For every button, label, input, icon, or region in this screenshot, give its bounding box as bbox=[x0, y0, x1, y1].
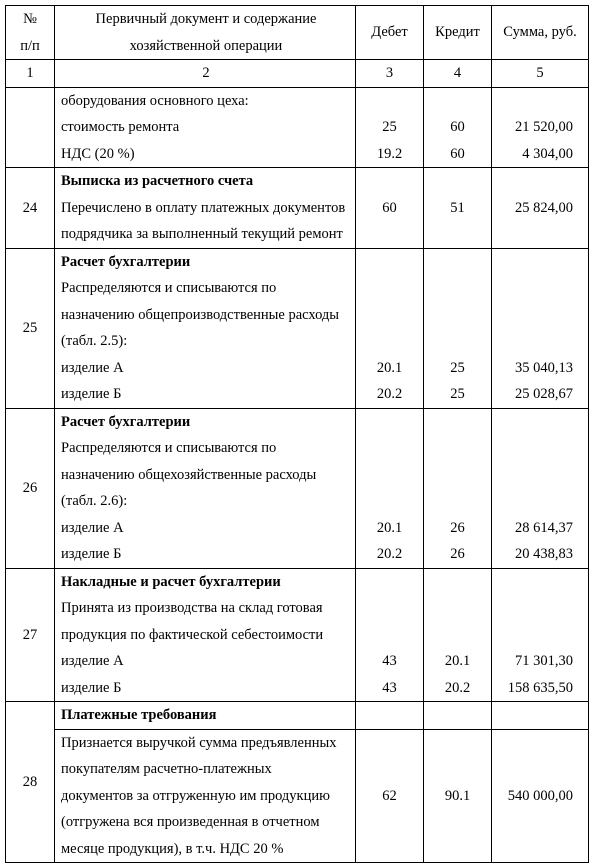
table-row bbox=[6, 248, 589, 408]
description-line: Принята из производства на склад готовая bbox=[61, 600, 323, 616]
sum-value: 71 301,30 bbox=[515, 653, 573, 669]
row-description bbox=[55, 568, 356, 702]
row-description bbox=[55, 408, 356, 568]
description-line: подрядчика за выполненный текущий ремонт bbox=[61, 226, 343, 242]
document-title: Платежные требования bbox=[61, 707, 217, 723]
credit-value: 20.2 bbox=[444, 679, 471, 696]
header-num bbox=[6, 6, 55, 60]
row-number: 24 bbox=[6, 168, 55, 249]
table-row bbox=[6, 568, 589, 702]
header-debit: Дебет bbox=[356, 6, 424, 60]
debit-value: 20.2 bbox=[376, 546, 403, 562]
row-number: 26 bbox=[6, 408, 55, 568]
description-line: изделие А bbox=[61, 653, 124, 669]
debit-value: 20.2 bbox=[376, 386, 403, 402]
sum-value: 21 520,00 bbox=[515, 119, 573, 135]
debit-value: 43 bbox=[382, 653, 397, 669]
description-line: покупателям расчетно-платежных bbox=[61, 761, 272, 777]
row-description bbox=[55, 248, 356, 408]
row-sum bbox=[492, 702, 589, 730]
header-desc-line: хозяйственной операции bbox=[129, 37, 283, 54]
credit-value: 60 bbox=[450, 119, 465, 135]
header-credit: Кредит bbox=[424, 6, 492, 60]
credit-value: 60 bbox=[450, 145, 465, 162]
credit-value: 26 bbox=[450, 519, 465, 536]
table-row bbox=[6, 408, 589, 568]
ledger-table bbox=[5, 5, 589, 863]
description-line: продукция по фактической себестоимости bbox=[61, 626, 324, 643]
column-index: 2 bbox=[55, 60, 356, 88]
row-number: 28 bbox=[6, 702, 55, 863]
header-num-line: п/п bbox=[20, 37, 40, 54]
header-desc bbox=[55, 6, 356, 60]
row-sum bbox=[492, 408, 589, 568]
row-description bbox=[55, 87, 356, 168]
column-index: 1 bbox=[6, 60, 55, 88]
column-index: 3 bbox=[356, 60, 424, 88]
row-credit bbox=[424, 408, 492, 568]
description-line: изделие Б bbox=[61, 546, 122, 562]
sum-value: 25 028,67 bbox=[515, 386, 573, 402]
row-number: 27 bbox=[6, 568, 55, 702]
row-number: 25 bbox=[6, 248, 55, 408]
description-line: оборудования основного цеха: bbox=[61, 92, 249, 109]
row-sum: 540 000,00 bbox=[492, 729, 589, 863]
table-row bbox=[6, 702, 589, 730]
row-credit bbox=[424, 87, 492, 168]
row-description bbox=[55, 702, 356, 730]
description-line: документов за отгруженную им продукцию bbox=[61, 787, 330, 804]
row-sum bbox=[492, 568, 589, 702]
table-row bbox=[6, 168, 589, 249]
credit-value: 20.1 bbox=[444, 653, 471, 669]
description-line: (отгружена вся произведенная в отчетном bbox=[61, 814, 320, 830]
column-index: 4 bbox=[424, 60, 492, 88]
row-credit bbox=[424, 248, 492, 408]
sum-value: 158 635,50 bbox=[507, 679, 573, 696]
row-debit bbox=[356, 408, 424, 568]
header-desc-line: Первичный документ и содержание bbox=[95, 11, 317, 27]
column-index-row bbox=[6, 60, 589, 88]
description-line: изделие Б bbox=[61, 679, 122, 696]
sum-value: 35 040,13 bbox=[515, 359, 573, 376]
debit-value: 20.1 bbox=[376, 519, 403, 536]
row-credit bbox=[424, 568, 492, 702]
description-line: стоимость ремонта bbox=[61, 119, 180, 135]
row-number bbox=[6, 87, 55, 168]
row-credit: 90.1 bbox=[424, 729, 492, 863]
sum-value: 28 614,37 bbox=[515, 519, 573, 536]
header-row bbox=[6, 6, 589, 60]
description-line: изделие А bbox=[61, 359, 124, 376]
row-credit: 51 bbox=[424, 168, 492, 249]
row-debit: 62 bbox=[356, 729, 424, 863]
debit-value: 20.1 bbox=[376, 359, 403, 376]
description-line: НДС (20 %) bbox=[61, 145, 135, 162]
description-line: месяце продукция), в т.ч. НДС 20 % bbox=[61, 840, 284, 857]
column-index: 5 bbox=[492, 60, 589, 88]
sum-value: 4 304,00 bbox=[522, 145, 573, 162]
credit-value: 25 bbox=[450, 359, 465, 376]
table-row bbox=[6, 87, 589, 168]
document-title: Накладные и расчет бухгалтерии bbox=[61, 573, 281, 590]
row-sum bbox=[492, 87, 589, 168]
document-title: Расчет бухгалтерии bbox=[61, 253, 191, 270]
row-sum bbox=[492, 248, 589, 408]
table-row bbox=[6, 729, 589, 863]
header-num-line: № bbox=[23, 11, 37, 27]
document-title: Выписка из расчетного счета bbox=[61, 173, 254, 189]
description-line: Распределяются и списываются по bbox=[61, 440, 277, 456]
description-line: Признается выручкой сумма предъявленных bbox=[61, 734, 337, 751]
row-debit bbox=[356, 248, 424, 408]
document-title: Расчет бухгалтерии bbox=[61, 413, 191, 430]
debit-value: 25 bbox=[382, 119, 397, 135]
description-line: изделие А bbox=[61, 519, 124, 536]
row-debit bbox=[356, 568, 424, 702]
description-line: Перечислено в оплату платежных документов bbox=[61, 199, 346, 216]
row-debit: 60 bbox=[356, 168, 424, 249]
description-line: (табл. 2.5): bbox=[61, 333, 128, 349]
row-debit bbox=[356, 702, 424, 730]
description-line: Распределяются и списываются по bbox=[61, 280, 277, 296]
row-description bbox=[55, 729, 356, 863]
header-sum: Сумма, руб. bbox=[492, 6, 589, 60]
row-sum: 25 824,00 bbox=[492, 168, 589, 249]
debit-value: 43 bbox=[382, 679, 397, 696]
credit-value: 26 bbox=[450, 546, 465, 562]
description-line: назначению общепроизводственные расходы bbox=[61, 306, 340, 323]
row-debit bbox=[356, 87, 424, 168]
description-line: (табл. 2.6): bbox=[61, 493, 128, 509]
sum-value: 20 438,83 bbox=[515, 546, 573, 562]
description-line: изделие Б bbox=[61, 386, 122, 402]
credit-value: 25 bbox=[450, 386, 465, 402]
row-description bbox=[55, 168, 356, 249]
description-line: назначению общехозяйственные расходы bbox=[61, 466, 317, 483]
row-credit bbox=[424, 702, 492, 730]
debit-value: 19.2 bbox=[376, 145, 403, 162]
